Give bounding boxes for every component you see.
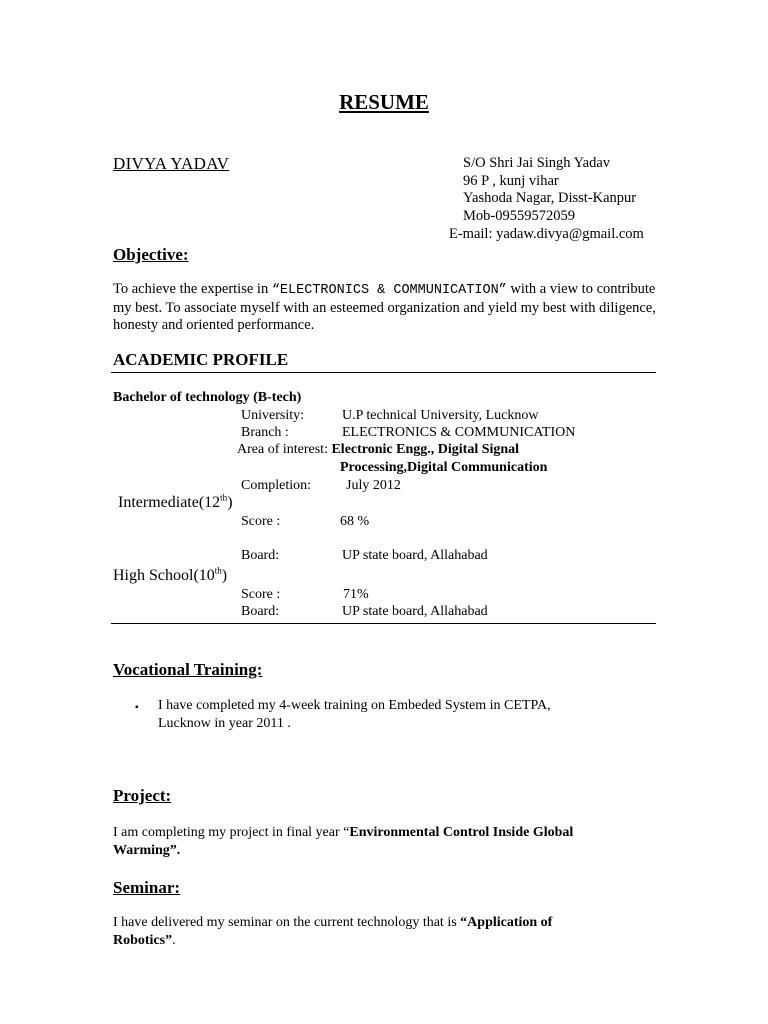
seminar-text-end: .	[172, 933, 176, 948]
inter-board-label: Board:	[241, 548, 280, 563]
hs-board-value: UP state board, Allahabad	[342, 604, 488, 619]
degree-title: Bachelor of technology (B-tech)	[113, 390, 302, 405]
objective-text-post: with a view to contribute my best. To associate myself with an esteemed organization and yield my best with diligence, honesty and oriented performance.	[113, 281, 656, 333]
intermediate-sup: th	[220, 492, 228, 503]
objective-text-pre: To achieve the expertise in	[113, 281, 272, 297]
project-title: Environmental Control Inside Global	[349, 825, 574, 840]
highschool-sup: th	[214, 565, 222, 576]
interest-label: Area of interest:	[237, 442, 328, 457]
highschool-label: High School(10	[113, 567, 215, 584]
project-line1	[113, 825, 573, 841]
project-text-pre: I am completing my project in final year “	[113, 825, 350, 840]
seminar-topic: “Application of	[460, 915, 553, 930]
university-label: University:	[241, 408, 304, 423]
completion-label: Completion:	[241, 478, 311, 493]
address-line-email: E-mail: yadaw.divya@gmail.com	[449, 226, 644, 242]
seminar-topic-continued: Robotics”	[113, 933, 173, 948]
seminar-line1	[113, 915, 552, 931]
academic-heading: ACADEMIC PROFILE	[113, 350, 289, 369]
seminar-line2	[113, 933, 176, 949]
bullet-icon: ▪	[135, 702, 139, 713]
academic-top-rule	[111, 372, 656, 373]
inter-score-label: Score :	[241, 514, 281, 529]
objective-highlight: “ELECTRONICS & COMMUNICATION”	[271, 283, 507, 298]
interest-row	[237, 442, 519, 458]
candidate-name: DIVYA YADAV	[113, 154, 230, 173]
objective-text	[113, 281, 663, 335]
university-value: U.P technical University, Lucknow	[342, 408, 539, 423]
project-heading: Project:	[113, 786, 172, 805]
intermediate-close: )	[227, 494, 233, 511]
branch-value: ELECTRONICS & COMMUNICATION	[342, 425, 576, 440]
vocational-item-line1: I have completed my 4-week training on Embeded System in CETPA,	[158, 698, 551, 713]
seminar-text-pre: I have delivered my seminar on the current technology that is	[113, 915, 461, 930]
address-line-street: 96 P , kunj vihar	[463, 172, 559, 189]
highschool-heading	[113, 567, 227, 585]
hs-board-label: Board:	[241, 604, 280, 619]
hs-score-label: Score :	[241, 587, 281, 602]
seminar-heading: Seminar:	[113, 878, 181, 897]
project-title-continued: Warming”.	[113, 843, 181, 858]
inter-score-value: 68 %	[340, 514, 370, 529]
intermediate-heading	[118, 494, 233, 512]
vocational-item-line2: Lucknow in year 2011 .	[158, 716, 291, 731]
completion-value: July 2012	[346, 478, 401, 493]
address-line-city: Yashoda Nagar, Disst-Kanpur	[463, 190, 637, 206]
objective-heading: Objective:	[113, 245, 189, 264]
vocational-heading: Vocational Training:	[113, 660, 263, 679]
interest-value-continued: Processing,Digital Communication	[340, 460, 548, 475]
highschool-close: )	[221, 567, 228, 584]
address-line-mobile: Mob-09559572059	[463, 207, 575, 224]
resume-title: RESUME	[339, 90, 429, 114]
address-line-parent: S/O Shri Jai Singh Yadav	[463, 155, 611, 171]
intermediate-label: Intermediate(12	[118, 494, 221, 511]
interest-value: Electronic Engg., Digital Signal	[331, 442, 520, 457]
inter-board-value: UP state board, Allahabad	[342, 548, 488, 563]
hs-score-value: 71%	[343, 587, 369, 602]
academic-bottom-rule	[111, 623, 656, 624]
address-block	[463, 155, 636, 225]
branch-label: Branch :	[241, 425, 289, 440]
